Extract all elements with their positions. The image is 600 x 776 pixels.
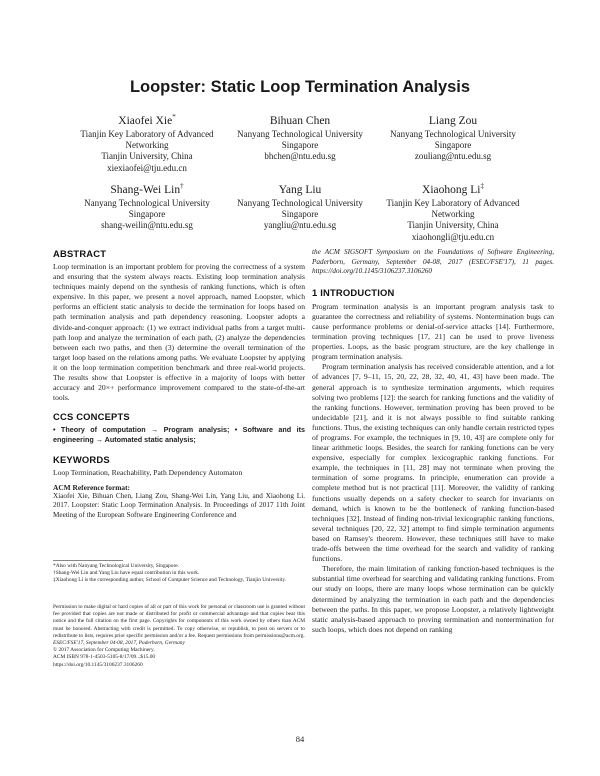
affiliation: Tianjin Key Laboratory of Advanced — [386, 197, 520, 208]
author-block — [353, 179, 553, 243]
affiliation: Networking — [125, 140, 169, 151]
page-number: 84 — [295, 734, 305, 744]
isbn-line: ACM ISBN 978-1-4503-5105-8/17/09...$15.00 — [53, 654, 156, 661]
author-name: Shang-Wei Lin† — [110, 182, 184, 196]
affiliation: Nanyang Technological University — [84, 197, 210, 208]
venue-line: ESEC/FSE'17, September 04-08, 2017, Paderborn, Germany — [53, 640, 185, 647]
footnote: *Also with Nanyang Technological University, Singapore. — [53, 563, 179, 569]
permission-text: Permission to make digital or hard copies of all or part of this work for personal or classroom use is granted without fee provided that copies are not made or distributed for profit or commercial advantage and that copies bear this notice and the full citation on the first page. Copyrights for components of this work owned by others than ACM must be honored. Abstracting with credit is permitted. To copy otherwise, or republish, to post on servers or to redistribute to lists, requires prior specific permission and/or a fee. Request permissions from permissions@acm.org. — [53, 604, 305, 639]
affiliation: Nanyang Technological University — [390, 128, 516, 139]
email: xiexiaofei@tju.edu.cn — [107, 162, 187, 173]
author-name: Xiaohong Li‡ — [422, 182, 484, 196]
affiliation: Singapore — [281, 209, 319, 220]
abstract-heading: ABSTRACT — [53, 248, 107, 259]
abstract-text: Loop termination is an important problem for proving the correctness of a system and ensuring that the system always reacts. Existing loop termination analysis techniques mainly depend on the synthesis of ranking functions, which is often expensive. In this paper, we present a novel approach, named Loopster, which performs an efficient static analysis to decide the termination for loops based on path termination analysis and path dependency reasoning. Loopster adopts a divide-and-conquer approach: (1) we extract individual paths from a target multi-path loop and analyze the termination of each path, (2) analyze the dependencies between each two paths, and then (3) determine the overall termination of the target loop based on the relations among paths. We evaluate Loopster by applying it on the loop termination competition benchmark and three real-world projects. The results show that Loopster is effective in a majority of loops with better accuracy and 20×+ performance improvement compared to the state-of-the-art tools. — [53, 262, 305, 403]
intro-paragraph: Therefore, the main limitation of ranking function-based techniques is the substantial time overhead for searching and validating ranking functions. From our study on loops, there are many loops whose termination can be quickly determined by analyzing the termination in each path and the dependencies between the paths. In this paper, we propose Loopster, a relatively lightweight static analysis-based approach to proving termination and nontermination for such loops, which does not depend on ranking — [312, 564, 554, 634]
introduction-heading: 1 INTRODUCTION — [312, 286, 395, 298]
right-column — [312, 248, 554, 635]
author-name: Bihuan Chen — [269, 114, 331, 127]
author-name: Liang Zou — [428, 114, 478, 127]
affiliation: Singapore — [128, 209, 166, 220]
affiliation: Tianjin University, China — [101, 151, 193, 162]
email: yangliu@ntu.edu.sg — [263, 220, 337, 231]
email: shang-weilin@ntu.edu.sg — [101, 220, 193, 231]
affiliation: Nanyang Technological University — [237, 197, 363, 208]
ccs-text: • Theory of computation → Program analysis; • Software and its engineering → Automated static analysis; — [53, 425, 305, 445]
email: bhchen@ntu.edu.sg — [264, 151, 336, 162]
email: zouliang@ntu.edu.sg — [414, 151, 492, 162]
left-column — [53, 248, 305, 520]
footnote: †Shang-Wei Lin and Yang Liu have equal contribution in this work. — [53, 570, 200, 577]
keywords-heading: KEYWORDS — [53, 453, 110, 465]
doi-line: https://doi.org/10.1145/3106237.3106260 — [53, 661, 143, 668]
intro-paragraph: Program termination analysis is an important program analysis task to guarantee the correctness and reliability of systems. Nontermination bugs can cause performance problems or denial-of-service attacks [14]. Furthermore, termination proving techniques [17, 21] can be used to prove liveness properties. Loops, as the basic program structure, are the key challenge in program termination analysis. — [312, 301, 554, 362]
footnote-divider — [53, 560, 123, 561]
email: xiaohongli@tju.edu.cn — [411, 231, 495, 242]
affiliation: Networking — [431, 209, 475, 220]
footnotes — [53, 563, 305, 585]
ccs-heading: CCS CONCEPTS — [53, 411, 130, 423]
acm-ref-continued: the ACM SIGSOFT Symposium on the Foundations of Software Engineering, Paderborn, Germany, September 04-08, 2017 (ESEC/FSE'17), 11 pages. https://doi.org/10.1145/3106237.3106260 — [312, 248, 554, 276]
intro-paragraph: Program termination analysis has received considerable attention, and a lot of advances [7, 9–11, 15, 20, 22, 28, 32, 40, 41, 43] have been made. The general approach is to synthesize termination arguments, which requires solving two problems [12]: the search for ranking functions and the validity of the ranking functions. However, termination proving has been proved to be undecidable [21], and it is not always possible to find suitable ranking functions. Thus, the existing techniques can only handle certain restricted types of programs. For example, the techniques in [9, 10, 43] are complete only for linear arithmetic loops. Besides, the search for ranking functions can be very expensive, especially for complex lexicographic ranking functions. For example, the techniques in [11, 28] may not terminate when proving the termination of some programs. In principle, enumeration can provide a complete method but is not practical [11]. Moreover, the validity of ranking functions usually depends on a safety checker to search for invariants on demand, which is known to be the bottleneck of ranking function-based techniques [32]. Instead of finding non-trivial lexicographic ranking functions, several techniques [20, 22, 32] attempt to find simple termination arguments based on Ramsey's theorem. However, these techniques still have to make trade-offs between the time overhead for the search and validity of ranking functions. — [312, 362, 554, 564]
copyright-line: © 2017 Association for Computing Machinery. — [53, 647, 155, 654]
affiliation: Nanyang Technological University — [237, 128, 363, 139]
affiliation: Singapore — [281, 140, 319, 151]
paper-title: Loopster: Static Loop Termination Analysis — [129, 78, 471, 96]
footnote: ‡Xiaohong Li is the corresponding author, School of Computer Science and Technology, Tianjin University. — [53, 577, 287, 584]
author-name: Xiaofei Xie* — [118, 113, 176, 127]
affiliation: Tianjin Key Laboratory of Advanced — [80, 128, 214, 139]
acm-ref-text: Xiaofei Xie, Bihuan Chen, Liang Zou, Shang-Wei Lin, Yang Liu, and Xiaohong Li. 2017. Loopster: Static Loop Termination Analysis. In Proceedings of 2017 11th Joint Meeting of the European Software Engineering Conference and — [53, 491, 305, 519]
affiliation: Singapore — [434, 140, 472, 151]
keywords-text: Loop Termination, Reachability, Path Dependency Automaton — [53, 467, 243, 477]
author-block — [353, 110, 553, 163]
acm-ref-heading: ACM Reference format: — [53, 482, 131, 492]
author-name: Yang Liu — [278, 183, 322, 196]
affiliation: Tianjin University, China — [407, 220, 499, 231]
permission-block — [53, 604, 305, 669]
